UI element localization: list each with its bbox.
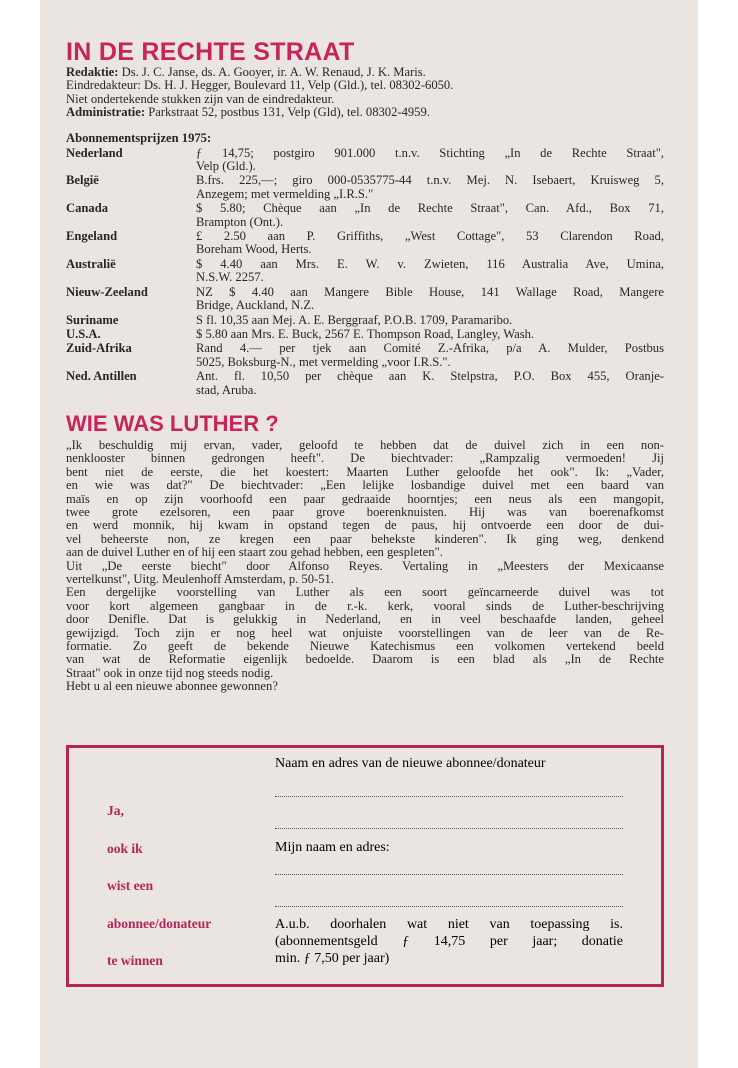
country-label: U.S.A. bbox=[66, 326, 101, 341]
slogan-line: te winnen bbox=[107, 953, 163, 968]
form-note-line: (abonnementsgeld ƒ 14,75 per jaar; donatie bbox=[275, 934, 623, 949]
own-address-label: Mijn naam en adres: bbox=[275, 840, 390, 855]
price-details bbox=[196, 258, 664, 285]
article-line: voor kort algemeen gangbaar in de r.-k. kerk, vooral sinds de Luther-beschrijving bbox=[66, 598, 664, 613]
slogan-line: ook ik bbox=[107, 840, 143, 856]
price-row bbox=[66, 202, 664, 229]
price-row bbox=[66, 258, 664, 285]
article-line: formatie. Zo geeft de bekende Nieuwe Katechismus een volkomen vertekend beeld bbox=[66, 639, 664, 654]
own-address-line-2[interactable] bbox=[275, 906, 623, 907]
price-line: Rand 4.— per tjek aan Comité Z.-Afrika, p/a A. Mulder, Postbus bbox=[196, 341, 664, 356]
country-label: Ned. Antillen bbox=[66, 369, 137, 384]
article-line: Hebt u al een nieuwe abonnee gewonnen? bbox=[66, 679, 278, 694]
article-line: vertelkunst", Uitg. Meulenhoff Amsterdam, p. 50-51. bbox=[66, 572, 334, 586]
price-details bbox=[196, 174, 664, 201]
redaktie-text: Ds. J. C. Janse, ds. A. Gooyer, ir. A. W. Renaud, J. K. Maris. bbox=[118, 65, 426, 79]
article-line: door Denifle. Dat is gelukkig in Nederland, en in veel beschaafde landen, geheel bbox=[66, 612, 664, 627]
article-body bbox=[66, 439, 664, 694]
price-row bbox=[66, 342, 664, 369]
article-line: vel beheerste non, ze kregen een paar behekste kinderen". Ik ging weg, denkend bbox=[66, 531, 664, 546]
article-line: gewijzigd. Toch zijn er nog heel wat onjuiste voorstellingen van de leer van de Re- bbox=[66, 625, 664, 640]
price-line: 5025, Boksburg-N., met vermelding „voor I.R.S.". bbox=[196, 354, 451, 369]
price-row bbox=[66, 370, 664, 397]
article-line: aan de duivel Luther en of hij een staart zou gehad hebben, een gespleten". bbox=[66, 545, 443, 560]
price-table bbox=[66, 147, 664, 397]
price-line: stad, Aruba. bbox=[196, 382, 257, 397]
form-note-line: A.u.b. doorhalen wat niet van toepassing is. bbox=[275, 917, 623, 932]
article-line: Straat" ook in onze tijd nog steeds nodig. bbox=[66, 665, 274, 680]
article-line: Een dergelijke voorstelling van Luther als een soort geïncarneerde duivel was tot bbox=[66, 585, 664, 600]
price-details bbox=[196, 147, 664, 174]
price-details bbox=[196, 286, 664, 313]
country-label: Suriname bbox=[66, 312, 119, 327]
article-line: „Ik beschuldig mij ervan, vader, geloofd te hebben dat de duivel zich in een non- bbox=[66, 437, 664, 452]
price-row bbox=[66, 147, 664, 174]
new-subscriber-label: Naam en adres van de nieuwe abonnee/donateur bbox=[275, 756, 546, 771]
price-line: £ 2.50 aan P. Griffiths, „West Cottage", 53 Clarendon Road, bbox=[196, 229, 664, 244]
price-line: $ 4.40 aan Mrs. E. W. v. Zwieten, 116 Australia Ave, Umina, bbox=[196, 256, 664, 271]
article-line: bent niet de eerste, die het koestert: Maarten Luther geloofde het ook". Ik: „Vader, bbox=[66, 464, 664, 479]
article-line: nenklooster binnen gedrongen heeft". De biechtvader: „Rampzalig vermoeden! Jij bbox=[66, 451, 664, 466]
price-line: S fl. 10,35 aan Mej. A. E. Berggraaf, P.O.B. 1709, Paramaribo. bbox=[196, 312, 513, 327]
price-details bbox=[196, 314, 664, 327]
price-line: ƒ 14,75; postgiro 901.000 t.n.v. Stichting „In de Rechte Straat", bbox=[196, 145, 664, 160]
price-line: NZ $ 4.40 aan Mangere Bible House, 141 Wallage Road, Mangere bbox=[196, 284, 664, 299]
slogan-line: Ja, bbox=[107, 803, 124, 818]
price-line: N.S.W. 2257. bbox=[196, 270, 264, 285]
price-line: Anzegem; met vermelding „I.R.S." bbox=[196, 186, 374, 201]
new-subscriber-line-2[interactable] bbox=[275, 828, 623, 829]
article-line: Uit „De eerste biecht" door Alfonso Reyes. Vertaling in „Meesters der Mexicaanse bbox=[66, 558, 664, 573]
price-row bbox=[66, 328, 664, 341]
form-note-line: min. ƒ 7,50 per jaar) bbox=[275, 951, 390, 966]
article-line: twee grote ezelsoren, een paar grove boerenknuisten. Hij was van boerenafkomst bbox=[66, 504, 664, 519]
slogan-line: wist een bbox=[107, 878, 154, 893]
article-line: en wie was dat?" De biechtvader: „Een lelijke losbandige duivel met een baard van bbox=[66, 478, 664, 493]
masthead bbox=[66, 38, 664, 694]
price-details bbox=[196, 328, 664, 341]
price-details bbox=[196, 230, 664, 257]
publication-title: IN DE RECHTE STRAAT bbox=[66, 38, 355, 66]
new-subscriber-line-1[interactable] bbox=[275, 796, 623, 797]
form-note bbox=[275, 916, 623, 967]
price-line: Ant. fl. 10,50 per chèque aan K. Stelpstra, P.O. Box 455, Oranje- bbox=[196, 369, 664, 384]
article-line: van wat de Reformatie eigenlijk bedoelde. Daarom is een blad als „In de Rechte bbox=[66, 652, 664, 667]
prices-heading: Abonnementsprijzen 1975: bbox=[66, 130, 212, 145]
administratie-label: Administratie: bbox=[66, 105, 146, 120]
country-label: Zuid-Afrika bbox=[66, 341, 132, 356]
price-line: $ 5.80; Chèque aan „In de Rechte Straat", Can. Afd., Box 71, bbox=[196, 201, 664, 216]
country-label: Nederland bbox=[66, 145, 123, 160]
article-title: WIE WAS LUTHER ? bbox=[66, 410, 279, 436]
price-line: Boreham Wood, Herts. bbox=[196, 242, 312, 257]
eindredakteur-text: Eindredakteur: Ds. H. J. Hegger, Boulevard 11, Velp (Gld.), tel. 08302-6050. bbox=[66, 78, 454, 93]
price-line: B.frs. 225,—; giro 000-0535775-44 t.n.v. Mej. N. Isebaert, Kruisweg 5, bbox=[196, 173, 664, 188]
country-label: Australië bbox=[66, 256, 116, 271]
administratie-text: Parkstraat 52, postbus 131, Velp (Gld), tel. 08302-4959. bbox=[145, 105, 430, 120]
country-label: Engeland bbox=[66, 229, 118, 244]
note-text: Niet ondertekende stukken zijn van de eindredakteur. bbox=[66, 91, 335, 106]
article-line: en werd monnik, hij kwam in opstand tegen de paus, hij ontvoerde een door de dui- bbox=[66, 518, 664, 533]
price-line: Bridge, Auckland, N.Z. bbox=[196, 298, 315, 313]
price-row bbox=[66, 314, 664, 327]
price-line: Brampton (Ont.). bbox=[196, 214, 284, 229]
price-details bbox=[196, 370, 664, 397]
price-line: $ 5.80 aan Mrs. E. Buck, 2567 E. Thompson Road, Langley, Wash. bbox=[196, 326, 535, 341]
slogan-line: abonnee/donateur bbox=[107, 915, 212, 931]
price-line: Velp (Gld.). bbox=[196, 159, 256, 174]
price-details bbox=[196, 342, 664, 369]
price-row bbox=[66, 230, 664, 257]
own-address-line-1[interactable] bbox=[275, 874, 623, 875]
price-row bbox=[66, 286, 664, 313]
article-line: maïs en op zijn voorhoofd een paar gedraaide hoorntjes; een neus als een mangopit, bbox=[66, 491, 664, 506]
country-label: Nieuw-Zeeland bbox=[66, 284, 148, 299]
subscription-form bbox=[66, 745, 664, 987]
form-slogan bbox=[107, 803, 211, 991]
price-details bbox=[196, 202, 664, 229]
country-label: Canada bbox=[66, 201, 108, 216]
country-label: België bbox=[66, 173, 99, 188]
redaktie-label: Redaktie: bbox=[66, 65, 119, 79]
price-row bbox=[66, 174, 664, 201]
